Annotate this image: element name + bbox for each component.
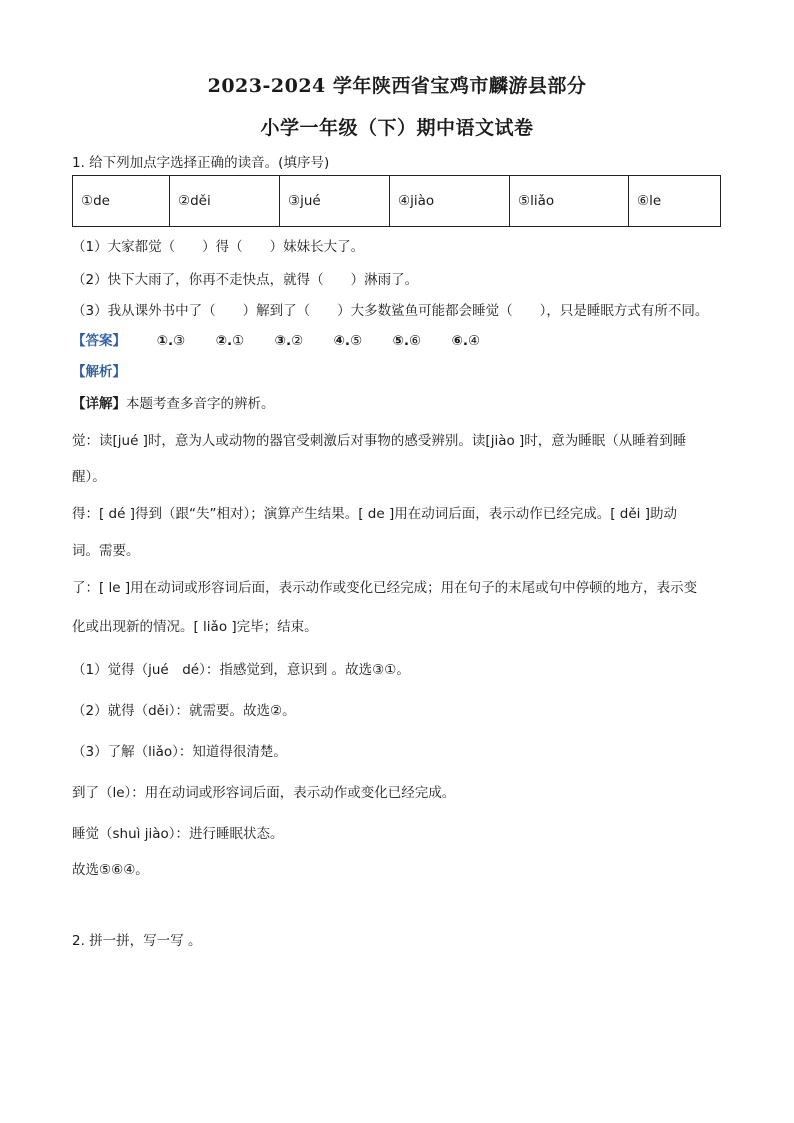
explanation-line: 觉：读[jué ]时，意为人或动物的器官受刺激后对事物的感受辨别。读[jiào ]时，意为睡眠（从睡着到睡	[72, 433, 687, 449]
explanation-line: 到了（le）：用在动词或形容词后面，表示动作或变化已经完成。	[72, 785, 456, 801]
pronunciation-options-table	[72, 175, 721, 227]
question-2-heading: 2. 拼一拼，写一写 。	[72, 933, 202, 949]
detail-label: 【详解】	[72, 396, 126, 412]
explanation-line: 醒）。	[72, 469, 106, 485]
answer-item: ⑤.⑥	[392, 333, 422, 349]
explanation-line: 词。需要。	[72, 543, 140, 559]
exam-title-line1: 2023-2024 学年陕西省宝鸡市麟游县部分	[207, 75, 587, 97]
detail-intro: 本题考查多音字的辨析。	[126, 396, 275, 412]
detail-line	[72, 392, 275, 412]
explanation-line: （2）就得（děi）：就需要。故选②。	[72, 703, 296, 719]
analysis-label: 【解析】	[72, 364, 126, 380]
explanation-line: （3）了解（liǎo）：知道得很清楚。	[72, 744, 287, 760]
question-1-heading: 1. 给下列加点字选择正确的读音。(填序号)	[72, 155, 330, 171]
answer-item: ①.③	[156, 333, 186, 349]
option-cell: ⑤liǎo	[510, 176, 629, 227]
option-cell: ②děi	[170, 176, 280, 227]
explanation-line: 得：[ dé ]得到（跟“失”相对）；演算产生结果。[ de ]用在动词后面，表示动作已经完成。[ děi ]助动	[72, 506, 677, 522]
answer-row	[72, 329, 506, 349]
answer-item: ④.⑤	[333, 333, 363, 349]
question-1-item-3: （3）我从课外书中了（ ）解到了（ ）大多数鲨鱼可能都会睡觉（ ），只是睡眠方式有所不同。	[72, 303, 709, 319]
option-cell: ①de	[73, 176, 170, 227]
explanation-line: 化或出现新的情况。[ liǎo ]完毕；结束。	[72, 619, 318, 635]
explanation-line: 故选⑤⑥④。	[72, 862, 149, 878]
option-cell: ④jiào	[390, 176, 510, 227]
explanation-line: （1）觉得（jué dé）：指感觉到，意识到 。故选③①。	[72, 662, 410, 678]
explanation-line: 了：[ le ]用在动词或形容词后面，表示动作或变化已经完成；用在句子的末尾或句中停顿的地方，表示变	[72, 580, 698, 596]
question-1-item-1: （1）大家都觉（ ）得（ ）妹妹长大了。	[72, 239, 365, 255]
exam-title-line2: 小学一年级（下）期中语文试卷	[260, 117, 534, 139]
question-1-item-2: （2）快下大雨了，你再不走快点，就得（ ）淋雨了。	[72, 272, 419, 288]
answer-item: ③.②	[274, 333, 304, 349]
answer-label: 【答案】	[72, 333, 126, 349]
answer-item: ⑥.④	[451, 333, 481, 349]
explanation-line: 睡觉（shuì jiào）：进行睡眠状态。	[72, 826, 284, 842]
answer-item: ②.①	[215, 333, 245, 349]
option-cell: ③jué	[280, 176, 390, 227]
option-cell: ⑥le	[629, 176, 721, 227]
